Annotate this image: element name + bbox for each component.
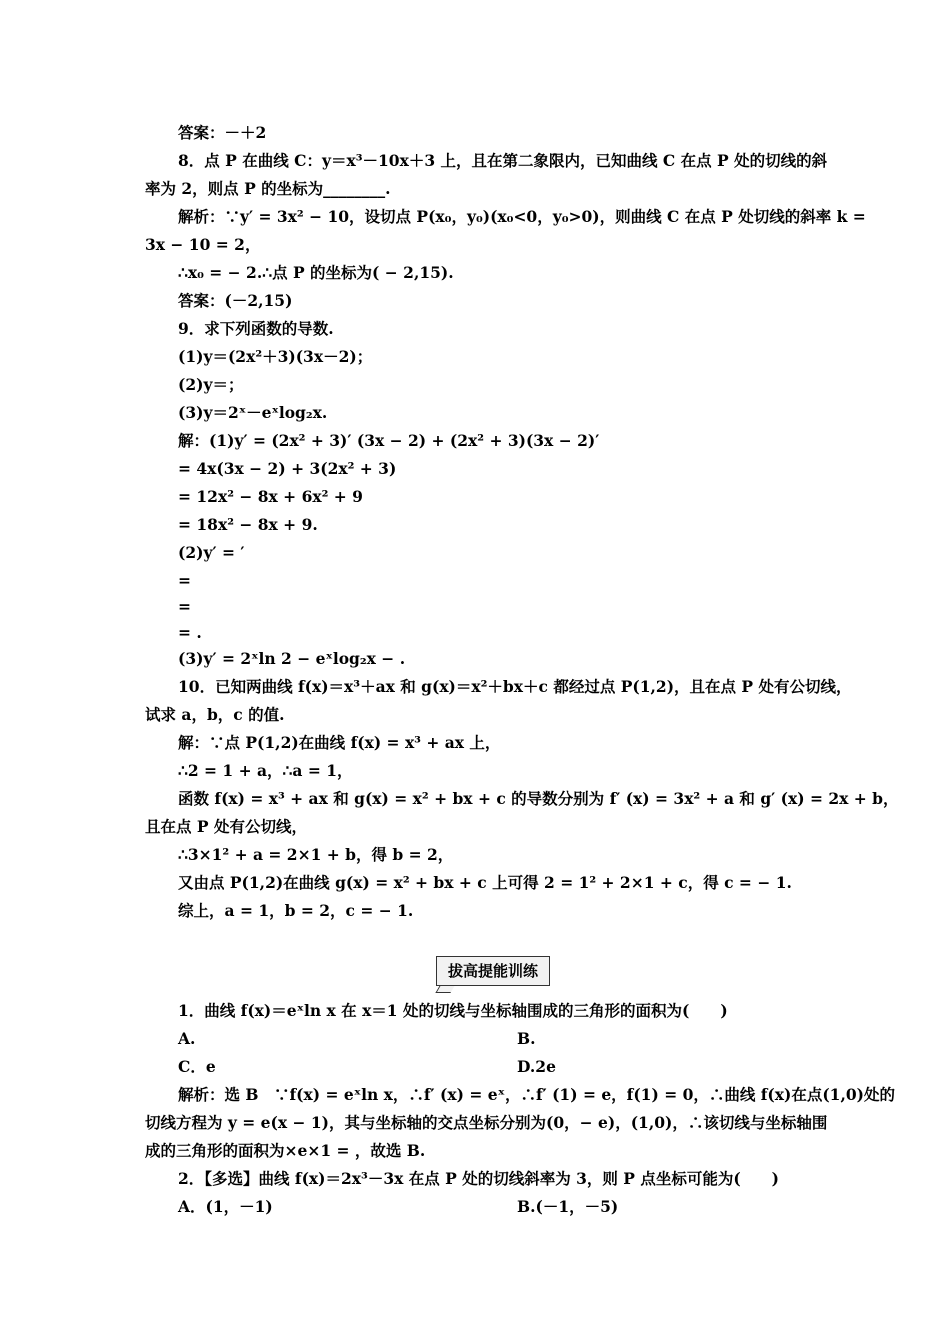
answer-line: 答案：(－2,15) — [178, 291, 293, 310]
solution-line: (2)y′ = ′ — [178, 543, 245, 562]
question-9-part-3: (3)y＝2ˣ－eˣlog₂x. — [178, 403, 328, 422]
solution-line: = 4x(3x − 2) + 3(2x² + 3) — [178, 459, 397, 478]
solution-line: 且在点 P 处有公切线， — [145, 817, 307, 836]
solution-line: ∴2 = 1 + a，∴a = 1， — [178, 761, 353, 780]
solution-line: = — [178, 571, 191, 590]
solution-line: ∴x₀ = − 2.∴点 P 的坐标为( − 2,15). — [178, 263, 454, 282]
solution-line: 解：(1)y′ = (2x² + 3)′ (3x − 2) + (2x² + 3)(3x − 2)′ — [178, 431, 600, 450]
question-9-stem: 9．求下列函数的导数. — [178, 319, 334, 338]
question-8-line-1: 8．点 P 在曲线 C：y＝x³－10x＋3 上，且在第二象限内，已知曲线 C 在点 P 处的切线的斜 — [178, 151, 828, 170]
question-8-line-2: 率为 2，则点 P 的坐标为________. — [145, 179, 391, 198]
option-a: A．(1，－1) — [178, 1197, 273, 1216]
solution-line: (3)y′ = 2ˣln 2 − eˣlog₂x − . — [178, 649, 406, 668]
option-b: B.(－1，－5) — [517, 1197, 619, 1216]
option-c: C．e — [178, 1057, 216, 1076]
solution-line: ∴3×1² + a = 2×1 + b，得 b = 2， — [178, 845, 454, 864]
solution-line: 成的三角形的面积为×e×1 = ，故选 B. — [145, 1141, 426, 1160]
question-9-part-2: (2)y＝； — [178, 375, 244, 394]
question-1-stem: 1．曲线 f(x)＝eˣln x 在 x＝1 处的切线与坐标轴围成的三角形的面积为( ) — [178, 1001, 728, 1020]
question-10-line-1: 10．已知两曲线 f(x)＝x³＋ax 和 g(x)＝x²＋bx＋c 都经过点 P(1,2)，且在点 P 处有公切线， — [178, 677, 852, 696]
solution-line: 解析：∵y′ = 3x² − 10，设切点 P(x₀，y₀)(x₀<0，y₀>0)，则曲线 C 在点 P 处切线的斜率 k = — [178, 207, 866, 226]
question-9-part-1: (1)y＝(2x²＋3)(3x－2)； — [178, 347, 373, 366]
solution-line: = 18x² − 8x + 9. — [178, 515, 318, 534]
question-2-stem: 2．【多选】曲线 f(x)＝2x³－3x 在点 P 处的切线斜率为 3，则 P 点坐标可能为( ) — [178, 1169, 779, 1188]
solution-line: 解析：选 B ∵f(x) = eˣln x，∴f′ (x) = eˣ，∴f′ (1) = e，f(1) = 0，∴曲线 f(x)在点(1,0)处的 — [178, 1085, 895, 1104]
solution-line: 综上，a = 1，b = 2，c = − 1. — [178, 901, 414, 920]
solution-line: = 12x² − 8x + 6x² + 9 — [178, 487, 363, 506]
option-a: A. — [178, 1029, 196, 1048]
solution-line: 解：∵点 P(1,2)在曲线 f(x) = x³ + ax 上， — [178, 733, 501, 752]
solution-line: 函数 f(x) = x³ + ax 和 g(x) = x² + bx + c 的导数分别为 f′ (x) = 3x² + a 和 g′ (x) = 2x + b， — [178, 789, 899, 808]
section-banner: 拔高提能训练 — [436, 956, 550, 986]
option-d: D.2e — [517, 1057, 556, 1076]
solution-line: 又由点 P(1,2)在曲线 g(x) = x² + bx + c 上可得 2 = 1² + 2×1 + c，得 c = − 1. — [178, 873, 792, 892]
option-b: B. — [517, 1029, 536, 1048]
solution-line: = — [178, 597, 191, 616]
solution-line: 3x − 10 = 2， — [145, 235, 261, 254]
answer-line: 答案：－＋2 — [178, 123, 267, 142]
solution-line: 切线方程为 y = e(x − 1)，其与坐标轴的交点坐标分别为(0，− e)，(1,0)，∴该切线与坐标轴围 — [145, 1113, 828, 1132]
solution-line: = . — [178, 623, 202, 642]
question-10-line-2: 试求 a，b，c 的值. — [145, 705, 285, 724]
